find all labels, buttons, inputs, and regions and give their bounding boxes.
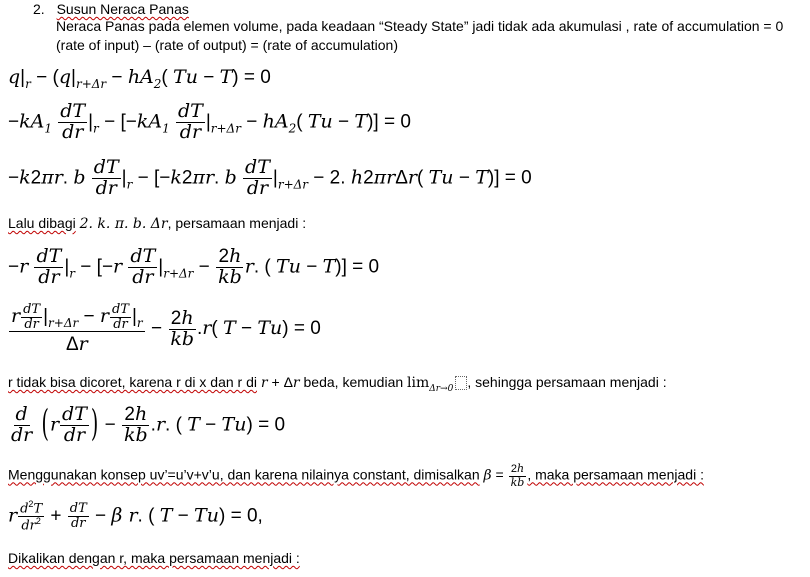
intro-line-1: Neraca Panas pada elemen volume, pada keadaan “Steady State” jadi tidak ada akumulasi , rate of accumulation = 0	[56, 18, 784, 34]
equation-2: $-kA_1$ $\frac{dT}{dr}$ $|_r - [-kA_1$ $\frac{dT}{dr}$ $|_{r+\Delta r} - hA_2$( Tu − T)] = 0	[8, 100, 411, 143]
equation-4: −r $\frac{dT}{dr}$ $|_r - [-r$ $\frac{dT}{dr}$ $|_{r+\Delta r}$ − $\frac{2h}{kb}$ r. ( Tu − T)] = 0	[8, 245, 380, 288]
cancel-suffix: , sehingga persamaan menjadi :	[467, 374, 667, 390]
intro-line-2: (rate of input) – (rate of output) = (rate of accumulation)	[56, 37, 399, 53]
cancel-mid: beda, kemudian	[303, 374, 404, 390]
placeholder-box	[455, 376, 467, 390]
divide-prefix: Lalu dibagi	[8, 215, 76, 231]
equation-6: $\frac{d}{dr}$ (r $\frac{dT}{dr}$ ) − $\frac{2h}{kb}$ .r. ( T − Tu) = 0	[11, 403, 286, 446]
section-heading	[33, 1, 189, 17]
divide-sentence: Lalu dibagi 2. k. π. b. Δr, persamaan menjadi :	[8, 215, 307, 232]
cancel-sentence: r tidak bisa dicoret, karena r di x dan r di r + Δr beda, kemudian $\lim_{\Delta r\to 0}$ , sehingga persamaan menjadi :	[8, 374, 667, 394]
equation-5: r $\frac{dT}{dr}$ $|_{r+\Delta r} - r$ $\frac{dT}{dr}$ $|_r$ Δr − $\frac{2h}{kb}$ .r( T − Tu) = 0	[11, 302, 321, 356]
concept-suffix: , maka persamaan menjadi :	[527, 466, 704, 483]
cancel-prefix: r tidak bisa dicoret, karena r di x dan r di	[8, 374, 258, 390]
section-title: Susun Neraca Panas	[56, 1, 189, 17]
concept-sentence: Menggunakan konsep uv’=u’v+v’u, dan karena nilainya constant, dimisalkan β = $\frac{2h}{kb}$ , maka persamaan menjadi :	[8, 462, 704, 489]
equation-7: r $\frac{d^2T}{dr^2}$ + $\frac{dT}{dr}$ − β r. ( T − Tu) = 0,	[8, 499, 263, 534]
equation-1: $q|_r - (q|_{r+\Delta r} - hA_2$( Tu − T) = 0	[8, 66, 271, 91]
multiply-text: Dikalikan dengan r, maka persamaan menjadi :	[8, 550, 300, 566]
divide-suffix: , persamaan menjadi :	[167, 215, 307, 231]
multiply-sentence	[8, 550, 300, 566]
equation-3: −k2πr. b $\frac{dT}{dr}$ $|_r - [-k2\pi r$. b $\frac{dT}{dr}$ $|_{r+\Delta r} - 2$. h2πrΔr( Tu − T)] = 0	[8, 156, 532, 199]
concept-prefix: Menggunakan konsep uv’=u’v+v’u, dan karena nilainya constant, dimisalkan	[8, 466, 480, 483]
section-number: 2.	[33, 1, 45, 17]
